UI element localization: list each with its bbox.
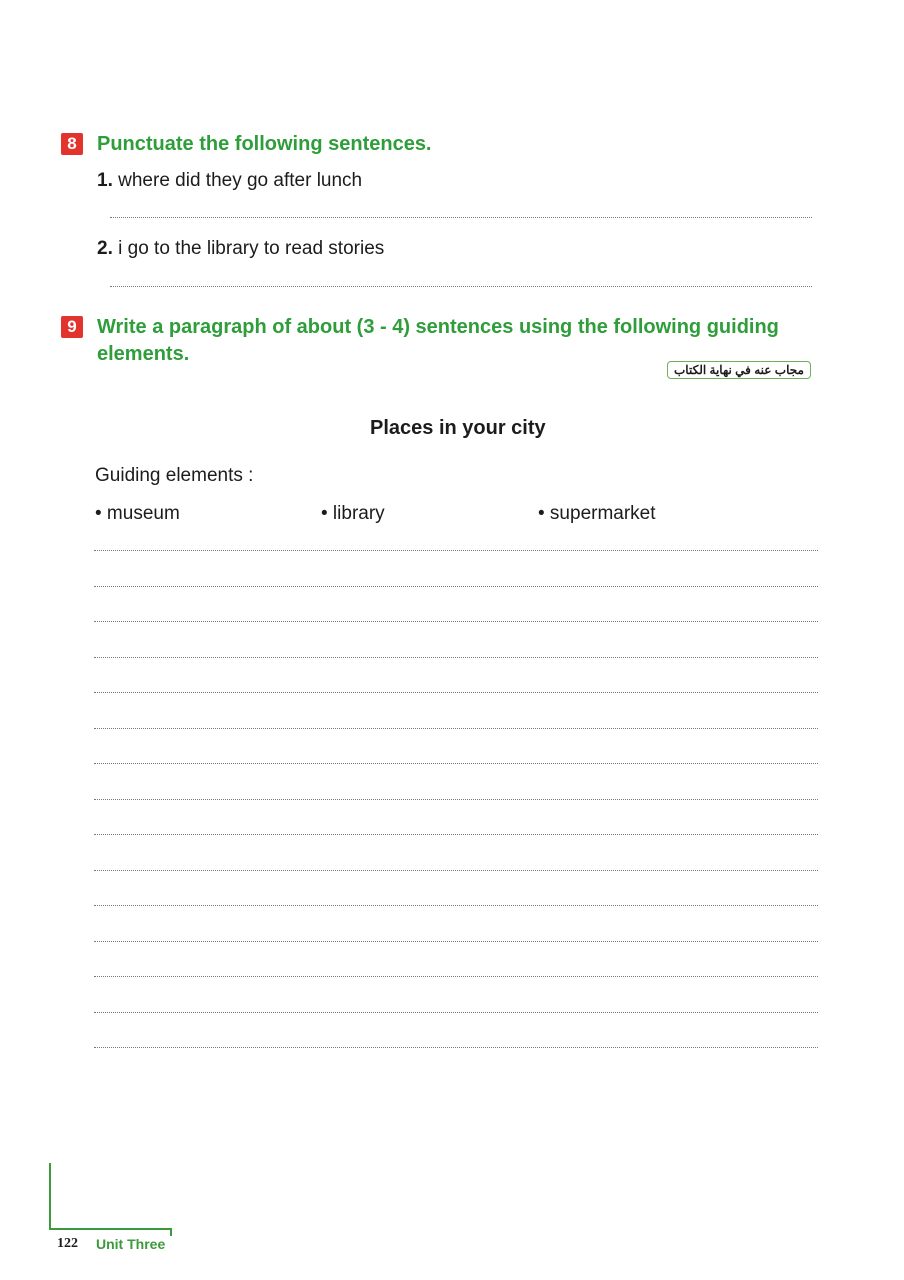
paragraph-line[interactable] [94, 1012, 818, 1013]
paragraph-line[interactable] [94, 976, 818, 977]
question-9 [61, 316, 83, 338]
footer-rule-tick [170, 1228, 172, 1236]
guiding-element-library: • library [321, 503, 385, 524]
answer-line-2[interactable] [110, 286, 812, 287]
paragraph-line[interactable] [94, 550, 818, 551]
question-8-title: Punctuate the following sentences. [97, 133, 432, 155]
sentence-1-number: 1. [97, 170, 113, 191]
guiding-element-supermarket: • supermarket [538, 503, 656, 524]
topic-heading: Places in your city [370, 417, 546, 439]
sentence-2 [97, 238, 384, 260]
paragraph-line[interactable] [94, 870, 818, 871]
question-8 [61, 133, 83, 155]
unit-label: Unit Three [96, 1236, 166, 1252]
footer-vertical-rule [49, 1163, 51, 1229]
guiding-elements-label: Guiding elements : [95, 465, 254, 486]
question-8-number: 8 [61, 133, 83, 155]
paragraph-line[interactable] [94, 586, 818, 587]
page-number: 122 [57, 1236, 78, 1251]
sentence-1-text: where did they go after lunch [118, 170, 363, 191]
guiding-element-museum: • museum [95, 503, 180, 524]
answer-line-1[interactable] [110, 217, 812, 218]
answer-key-badge: مجاب عنه في نهاية الكتاب [667, 361, 811, 379]
question-9-title-line-2: elements. [97, 343, 190, 365]
paragraph-line[interactable] [94, 1047, 818, 1048]
sentence-2-number: 2. [97, 238, 113, 259]
paragraph-line[interactable] [94, 799, 818, 800]
paragraph-line[interactable] [94, 834, 818, 835]
question-9-number: 9 [61, 316, 83, 338]
paragraph-line[interactable] [94, 941, 818, 942]
paragraph-line[interactable] [94, 763, 818, 764]
sentence-2-text: i go to the library to read stories [118, 238, 385, 259]
paragraph-line[interactable] [94, 728, 818, 729]
paragraph-line[interactable] [94, 657, 818, 658]
paragraph-line[interactable] [94, 905, 818, 906]
sentence-1 [97, 170, 362, 192]
paragraph-line[interactable] [94, 692, 818, 693]
paragraph-line[interactable] [94, 621, 818, 622]
footer-horizontal-rule [49, 1228, 171, 1230]
question-9-title [97, 314, 837, 368]
question-9-title-line-1: Write a paragraph of about (3 - 4) sentences using the following guiding [97, 316, 779, 338]
